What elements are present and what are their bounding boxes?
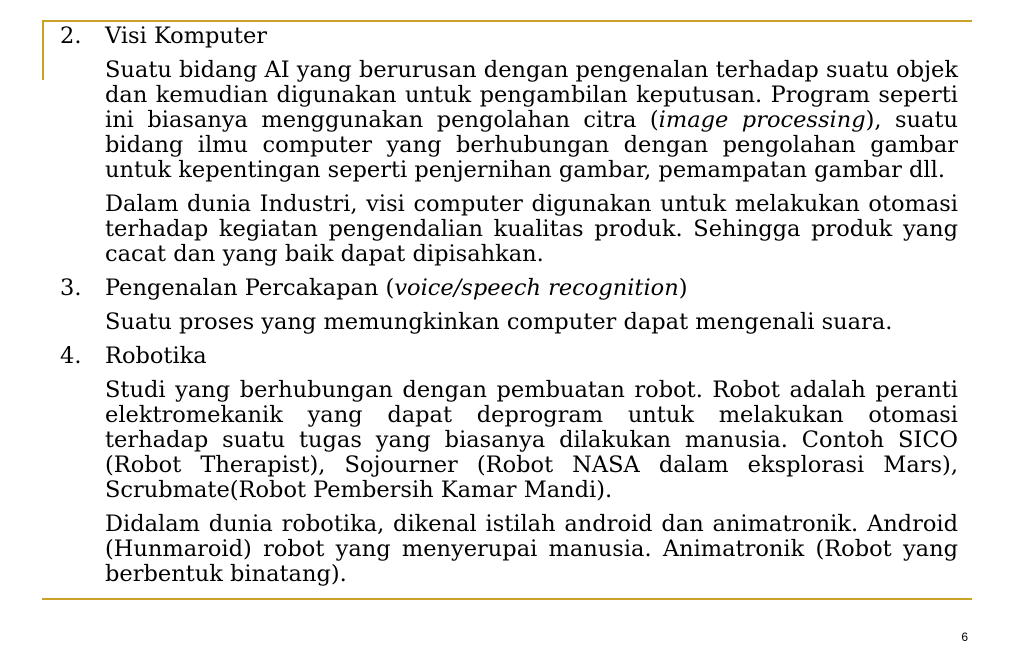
top-rule: [42, 20, 972, 22]
paragraph-text: Studi yang berhubungan dengan pembuatan robot. Robot adalah peranti elektromekanik yang dapat deprogram untuk melakukan otomasi terhadap suatu tugas yang biasanya dilakukan manusia. Contoh SICO (Robot Therapist), Sojourner (Robot NASA dalam eksplorasi Mars), Scrubmate(Robot Pembersih Kamar Mandi).: [105, 377, 958, 503]
list-item-robotika: [60, 344, 958, 587]
item-number: 2.: [60, 23, 82, 49]
item-heading-text: Robotika: [105, 343, 207, 369]
item-number: 3.: [60, 275, 82, 301]
item-heading-text: Visi Komputer: [105, 23, 268, 49]
paragraph: [60, 192, 958, 267]
paragraph-italic-term: image processing: [658, 107, 866, 133]
item-heading: [60, 24, 958, 49]
paragraph-text: Suatu proses yang memungkinkan computer dapat mengenali suara.: [105, 309, 893, 335]
paragraph-text: Didalam dunia robotika, dikenal istilah android dan animatronik. Android (Hunmaroid) robot yang menyerupai manusia. Animatronik (Robot yang berbentuk binatang).: [105, 511, 958, 587]
item-number: 4.: [60, 343, 82, 369]
item-heading-italic: voice/speech recognition: [394, 275, 679, 301]
bottom-rule: [42, 598, 972, 600]
paragraph: [60, 310, 958, 335]
list-item-pengenalan-percakapan: [60, 276, 958, 335]
item-heading-text-end: ): [678, 275, 688, 301]
paragraph-text: Suatu bidang AI yang berurusan dengan pengenalan terhadap suatu objek dan kemudian digunakan untuk pengambilan keputusan. Program seperti ini biasanya menggunakan pengolahan citra (: [105, 57, 958, 133]
left-accent-bar: [42, 20, 44, 80]
item-heading-text: Pengenalan Percakapan (: [105, 275, 395, 301]
item-heading: [60, 344, 958, 369]
page-number: 6: [961, 630, 968, 644]
paragraph: [60, 58, 958, 183]
paragraph: [60, 378, 958, 503]
paragraph-text: ), suatu bidang ilmu computer yang berhubungan dengan pengolahan gambar untuk kepentingan seperti penjernihan gambar, pemampatan gambar dll.: [105, 107, 958, 183]
slide-content: [60, 24, 958, 587]
paragraph: [60, 512, 958, 587]
item-heading: [60, 276, 958, 301]
list-item-visi-komputer: [60, 24, 958, 267]
paragraph-text: Dalam dunia Industri, visi computer digunakan untuk melakukan otomasi terhadap kegiatan pengendalian kualitas produk. Sehingga produk yang cacat dan yang baik dapat dipisahkan.: [105, 191, 958, 267]
